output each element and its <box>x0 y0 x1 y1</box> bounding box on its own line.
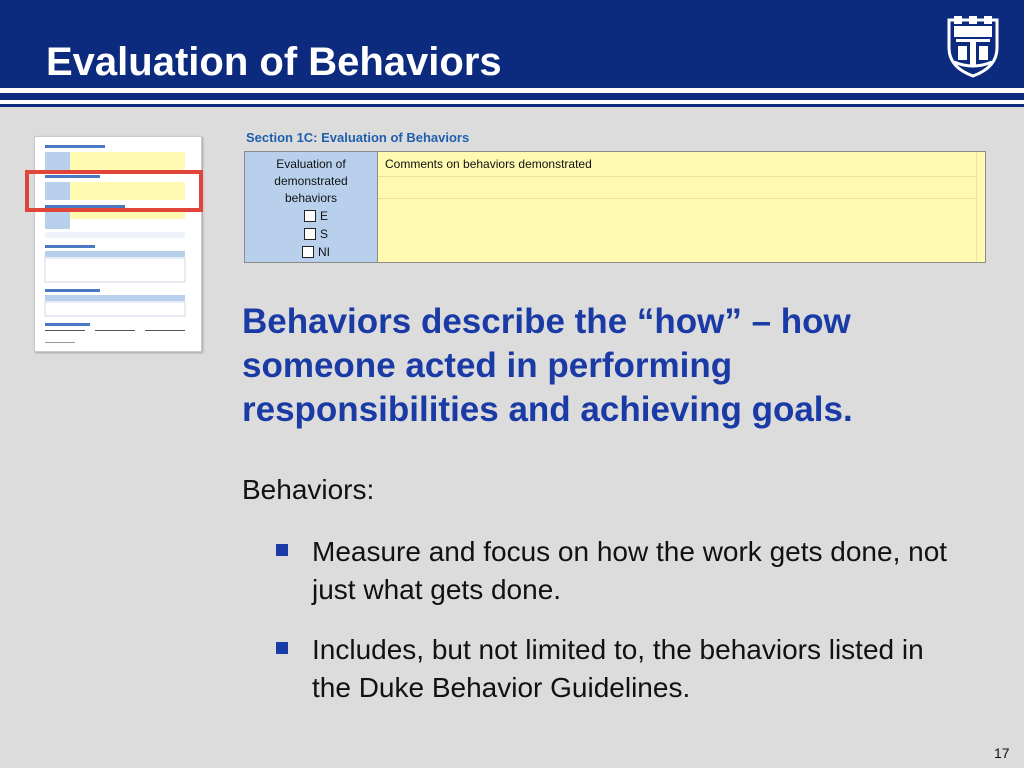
duke-shield-logo <box>946 14 1000 78</box>
highlight-box <box>25 170 203 212</box>
bullet-item <box>276 533 956 609</box>
option-label: E <box>319 208 328 223</box>
option-label: S <box>319 226 328 241</box>
form-gridline <box>378 198 977 199</box>
form-gridline <box>378 176 977 177</box>
option-label: NI <box>318 244 330 259</box>
option-ni[interactable] <box>255 243 377 261</box>
header-rule <box>0 93 1024 100</box>
page-number: 17 <box>994 745 1010 761</box>
bullet-square-icon <box>276 642 288 654</box>
comments-label: Comments on behaviors demonstrated <box>385 157 592 171</box>
behaviors-subheading: Behaviors: <box>242 474 375 505</box>
bullet-item <box>276 631 956 707</box>
evaluation-label: Evaluation of demonstrated behaviors <box>274 157 348 205</box>
comments-cell[interactable] <box>378 152 985 262</box>
form-thumbnail <box>34 136 202 352</box>
evaluation-form-table <box>244 151 986 263</box>
bullet-text: Measure and focus on how the work gets done, not just what gets done. <box>312 536 948 605</box>
slide-title: Evaluation of Behaviors <box>46 40 502 84</box>
option-s[interactable] <box>255 225 377 243</box>
evaluation-label-cell <box>245 152 378 262</box>
checkbox[interactable] <box>304 228 316 240</box>
checkbox[interactable] <box>302 246 314 258</box>
option-e[interactable] <box>255 207 377 225</box>
headline: Behaviors describe the “how” – how someone acted in performing responsibilities and achieving goals. <box>242 302 853 429</box>
form-gridline <box>976 152 977 262</box>
header-rule <box>0 104 1024 107</box>
bullet-list <box>276 533 956 729</box>
checkbox[interactable] <box>304 210 316 222</box>
bullet-text: Includes, but not limited to, the behaviors listed in the Duke Behavior Guidelines. <box>312 634 924 703</box>
bullet-square-icon <box>276 544 288 556</box>
form-section-title: Section 1C: Evaluation of Behaviors <box>246 130 470 145</box>
